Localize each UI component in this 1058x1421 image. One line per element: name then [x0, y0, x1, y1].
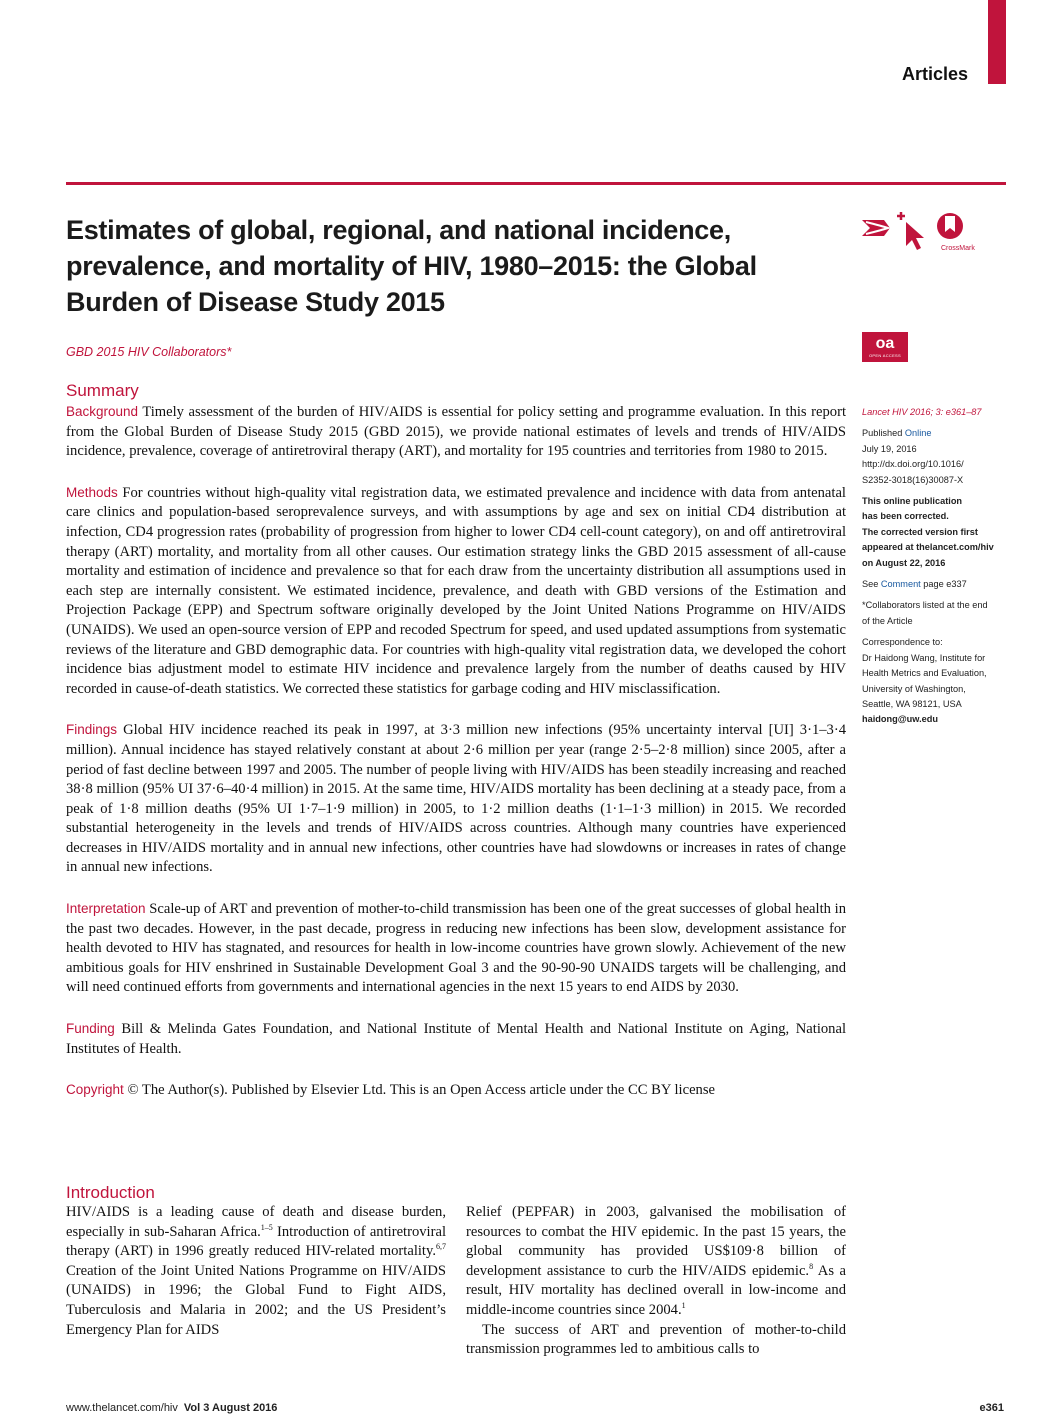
doi-line-1[interactable]: http://dx.doi.org/10.1016/: [862, 459, 964, 470]
background-text: Timely assessment of the burden of HIV/AIDS is essential for policy setting and programme evaluation. In this report from the Global Burden of Disease Study 2015 (GBD 2015), we provide national estimates of levels and trends of HIV/AIDS incidence, prevalence, coverage of antiretroviral therapy (ART), and mortality for 195 countries and territories from 1980 to 2015.: [66, 404, 846, 460]
methods-label: Methods: [66, 484, 118, 500]
correction-line: appeared at thelancet.com/hiv: [862, 542, 994, 553]
article-tools: [860, 208, 980, 258]
article-sidebar: [862, 405, 1012, 734]
correction-line: has been corrected.: [862, 511, 949, 522]
published-date: July 19, 2016: [862, 443, 917, 454]
intro-text: HIV/AIDS is a leading cause of death and disease burden, especially in sub-Saharan Africa.: [66, 1204, 446, 1240]
methods-text: For countries without high-quality vital registration data, we estimated prevalence and incidence with data from antenatal care clinics and population-based seroprevalence surveys, and with assumptions by age and sex on initial CD4 distribution at infection, CD4 progression rates (probability of progression from higher to lower CD4 cell-count category), on and off antiretroviral therapy (ART) mortality, and mortality from all other causes. Our estimation strategy links the GBD 2015 assessment of all-cause mortality and estimation of incidence and prevalence so that for each draw from the uncertainty distribution all assumptions used in each step are internally consistent. We estimated incidence, prevalence, and death with GBD versions of the Estimation and Projection Package (EPP) and Spectrum software originally developed by the Joint United Nations Programme on HIV/AIDS (UNAIDS). We used an open-source version of EPP and recoded Spectrum for speed, and used updated assumptions from systematic reviews of the literature and GBD demographic data. For countries with high-quality vital registration data, we developed the cohort incidence bias adjustment model to estimate HIV incidence and prevalence largely from the number of deaths caused by HIV recorded in cause-of-death statistics. We corrected these statistics for garbage coding and HIV misclassification.: [66, 484, 846, 697]
collaborators-note: [862, 598, 1012, 629]
see-suffix: page e337: [920, 579, 967, 590]
funding-paragraph: [66, 1019, 846, 1059]
interpretation-paragraph: [66, 899, 846, 998]
crossmark-label: CrossMark: [941, 245, 975, 252]
header-rule: [66, 182, 1006, 185]
abstract: [66, 402, 846, 1122]
open-access-badge: [862, 332, 908, 362]
introduction-paragraph: [66, 1203, 446, 1340]
citation-text: Lancet HIV 2016; 3: e361–87: [862, 407, 982, 417]
correspondence-line: Dr Haidong Wang, Institute for: [862, 652, 986, 663]
interpretation-label: Interpretation: [66, 901, 146, 917]
journal-url[interactable]: www.thelancet.com/hiv: [66, 1402, 178, 1414]
published-prefix: Published: [862, 428, 905, 439]
comment-link[interactable]: Comment: [880, 579, 921, 590]
background-label: Background: [66, 404, 139, 419]
correction-line: The corrected version first: [862, 526, 978, 537]
cursor-plus-icon[interactable]: [897, 212, 924, 250]
intro-text: Introduction of antiretroviral therapy (ART) in 1996 greatly reduced HIV-related mortality.: [66, 1223, 446, 1260]
open-access-text: OPEN ACCESS: [869, 353, 901, 358]
article-title: Estimates of global, regional, and national incidence, prevalence, and mortality of HIV, 1980–2015: the Global Burden of Disease Study 2015: [66, 215, 757, 317]
introduction-column-1: [66, 1203, 446, 1340]
open-access-logo: oa: [875, 335, 895, 352]
crossmark-icon[interactable]: [937, 213, 975, 252]
correspondence-line: University of Washington,: [862, 683, 966, 694]
funding-label: Funding: [66, 1021, 115, 1037]
intro-text: Creation of the Joint United Nations Programme on HIV/AIDS (UNAIDS) in 1996; the Global Fund to Fight AIDS, Tuberculosis and Malaria in 2002; and the US President’s Emergency Plan for AIDS: [66, 1262, 446, 1338]
findings-paragraph: [66, 720, 846, 878]
correspondence-line: Health Metrics and Evaluation,: [862, 668, 987, 679]
footer-left: [66, 1402, 277, 1414]
reference-marker[interactable]: 8: [809, 1261, 814, 1271]
reference-marker[interactable]: 6,7: [436, 1242, 446, 1252]
correspondence-line: Correspondence to:: [862, 637, 943, 648]
copyright-text: © The Author(s). Published by Elsevier Ltd. This is an Open Access article under the CC BY license: [127, 1082, 716, 1099]
summary-heading: Summary: [66, 381, 139, 400]
citation: [862, 405, 1012, 420]
copyright-paragraph: [66, 1080, 846, 1101]
volume-info: Vol 3 August 2016: [183, 1402, 278, 1414]
funding-text: Bill & Melinda Gates Foundation, and National Institute of Mental Health and National Institute on Aging, National Institutes of Health.: [66, 1021, 846, 1057]
correction-line: on August 22, 2016: [862, 557, 946, 568]
background-paragraph: [66, 402, 846, 462]
findings-text: Global HIV incidence reached its peak in 1997, at 3·3 million new infections (95% uncertainty interval [UI] 3·1–3·4 million). Annual incidence has stayed relatively constant at about 2·6 million per year (range 2·5–2·8 million) since 2005, after a period of fast decline between 1997 and 2005. The number of people living with HIV/AIDS has been steadily increasing and reached 38·8 million (95% UI 37·6–40·4 million) in 2015. At the same time, HIV/AIDS mortality has been declining at a steady pace, from a peak of 1·8 million deaths (95% UI 1·7–1·9 million) in 2005, to 1·2 million deaths (1·1–1·3 million) in 2015. We recorded substantial heterogeneity in the levels and trends of HIV/AIDS across countries. Although many countries have experienced decreases in HIV/AIDS mortality and in annual new infections, other countries have had slowdowns or increases in rates of change in annual new infections.: [66, 722, 846, 876]
introduction-heading: Introduction: [66, 1183, 155, 1202]
copyright-label: Copyright: [66, 1082, 124, 1098]
section-label: Articles: [901, 64, 968, 84]
correspondence: [862, 635, 1012, 727]
correction-notice: [862, 494, 1012, 571]
intro-text: Relief (PEPFAR) in 2003, galvanised the mobilisation of resources to combat the HIV epidemic. In the past 15 years, the global community has provided US$109·8 billion of development assistance to curb the HIV/AIDS epidemic.: [466, 1204, 846, 1279]
correspondence-line: Seattle, WA 98121, USA: [862, 698, 962, 709]
intro-text: As a result, HIV mortality has declined overall in low-income and middle-income countries since 2004.: [466, 1262, 847, 1318]
share-arrow-icon[interactable]: [862, 220, 890, 236]
collab-note-line: of the Article: [862, 615, 913, 626]
methods-paragraph: [66, 483, 846, 700]
correction-line: This online publication: [862, 496, 963, 507]
introduction-paragraph: [466, 1203, 846, 1321]
collab-note-line: *Collaborators listed at the end: [862, 600, 988, 611]
author-line[interactable]: GBD 2015 HIV Collaborators*: [66, 345, 232, 359]
findings-label: Findings: [66, 722, 118, 738]
publication-info: [862, 426, 1012, 488]
doi-line-2[interactable]: S2352-3018(16)30087-X: [862, 474, 964, 485]
reference-marker[interactable]: 1: [681, 1301, 686, 1311]
correspondence-email[interactable]: haidong@uw.edu: [862, 714, 938, 725]
reference-marker[interactable]: 1–5: [260, 1222, 273, 1232]
page-number: e361: [979, 1402, 1004, 1414]
interpretation-text: Scale-up of ART and prevention of mother-to-child transmission has been one of the great successes of global health in the past two decades. However, in the past decade, progress in reducing new infections has been slow, development assistance for health devoted to HIV has stagnated, and resources for health in low-income countries have grown slowly. Achievement of the new ambitious goals for HIV enshrined in Sustainable Development Goal 3 and the 90-90-90 UNAIDS targets will be challenging, and will need continued efforts from governments and international agencies in the next 15 years to end AIDS by 2030.: [66, 901, 846, 996]
introduction-paragraph: The success of ART and prevention of mother-to-child transmission programmes led to ambitious calls to: [466, 1321, 846, 1358]
edge-color-bar: [988, 0, 1006, 84]
see-comment: [862, 577, 1012, 592]
published-online-link[interactable]: Online: [904, 428, 932, 439]
see-prefix: See: [862, 579, 881, 590]
tools-svg: [860, 208, 980, 258]
introduction-column-2: [466, 1203, 846, 1360]
